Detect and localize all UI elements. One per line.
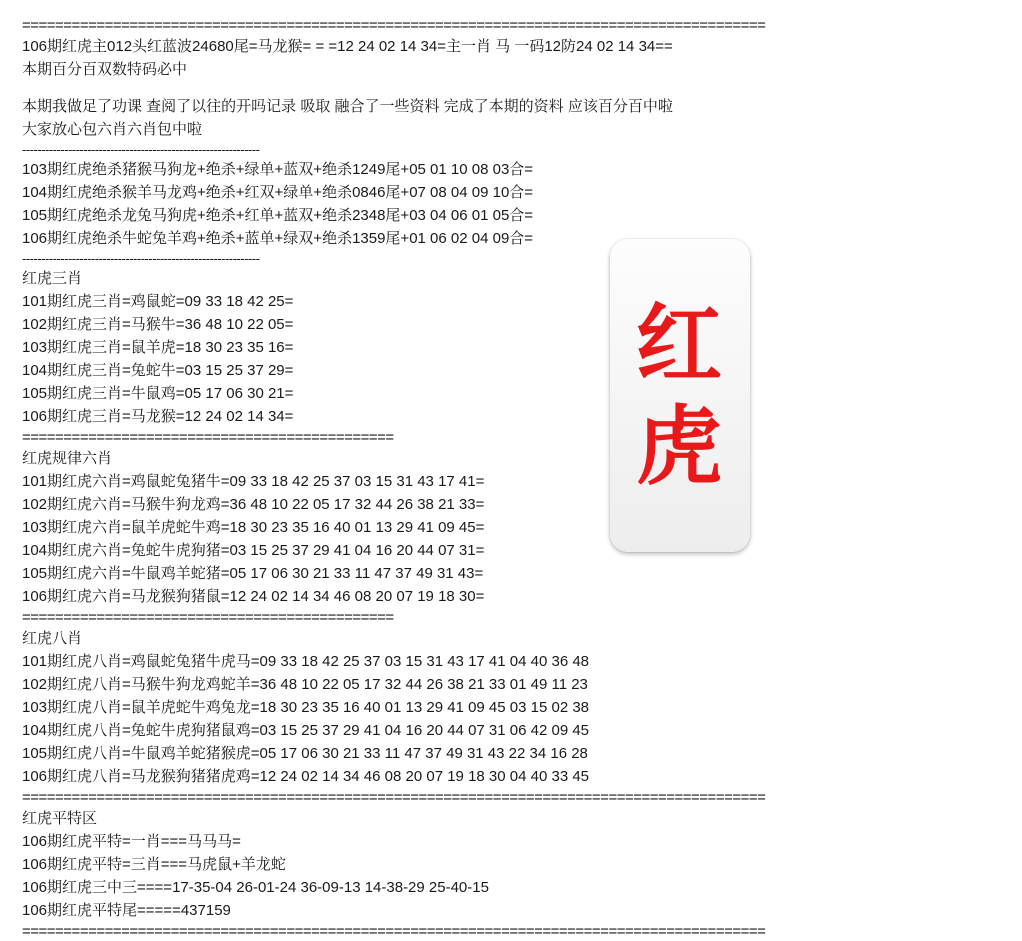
- baxiao-line-2: 102期红虎八肖=马猴牛狗龙鸡蛇羊=36 48 10 22 05 17 32 44 26 38 21 33 01 49 11 23: [22, 676, 588, 693]
- separator-bottom: ==========================================================================================: [22, 923, 766, 940]
- liuxiao-line-5: 105期红虎六肖=牛鼠鸡羊蛇猪=05 17 06 30 21 33 11 47 37 49 31 43=: [22, 565, 484, 582]
- sanxiao-line-1: 101期红虎三肖=鸡鼠蛇=09 33 18 42 25=: [22, 293, 294, 310]
- separator-equals-1: =============================================: [22, 429, 394, 446]
- sanxiao-line-4: 104期红虎三肖=兔蛇牛=03 15 25 37 29=: [22, 362, 294, 379]
- kill-line-1: 103期红虎绝杀猪猴马狗龙+绝杀+绿单+蓝双+绝杀1249尾+05 01 10 08 03合=: [22, 161, 534, 178]
- pingte-line-2: 106期红虎平特=三肖===马虎鼠+羊龙蛇: [22, 856, 286, 873]
- badge-char-top: 红: [636, 294, 724, 395]
- baxiao-line-3: 103期红虎八肖=鼠羊虎蛇牛鸡兔龙=18 30 23 35 16 40 01 13 29 41 09 45 03 15 02 38: [22, 699, 590, 716]
- section-title-pingte: 红虎平特区: [22, 810, 98, 827]
- baxiao-line-5: 105期红虎八肖=牛鼠鸡羊蛇猪猴虎=05 17 06 30 21 33 11 47 37 49 31 43 22 34 16 28: [22, 745, 588, 762]
- baxiao-line-6: 106期红虎八肖=马龙猴狗猪猪虎鸡=12 24 02 14 34 46 08 20 07 19 18 30 04 40 33 45: [22, 768, 590, 785]
- liuxiao-line-3: 103期红虎六肖=鼠羊虎蛇牛鸡=18 30 23 35 16 40 01 13 29 41 09 45=: [22, 519, 485, 536]
- spacer: [22, 81, 1004, 95]
- sanxiao-line-2: 102期红虎三肖=马猴牛=36 48 10 22 05=: [22, 316, 294, 333]
- liuxiao-line-6: 106期红虎六肖=马龙猴狗猪鼠=12 24 02 14 34 46 08 20 07 19 18 30=: [22, 588, 485, 605]
- sanxiao-line-6: 106期红虎三肖=马龙猴=12 24 02 14 34=: [22, 408, 294, 425]
- liuxiao-line-4: 104期红虎六肖=兔蛇牛虎狗猪=03 15 25 37 29 41 04 16 20 44 07 31=: [22, 542, 485, 559]
- kill-line-2: 104期红虎绝杀猴羊马龙鸡+绝杀+红双+绿单+绝杀0846尾+07 08 04 09 10合=: [22, 184, 534, 201]
- header-line-1: 106期红虎主012头红蓝波24680尾=马龙猴= = =12 24 02 14 34=主一肖 马 一码12防24 02 14 34==: [22, 38, 673, 55]
- pingte-line-4: 106期红虎平特尾=====437159: [22, 902, 231, 919]
- section-title-baxiao: 红虎八肖: [22, 630, 83, 647]
- section-title-sanxiao: 红虎三肖: [22, 270, 83, 287]
- red-tiger-badge: [610, 239, 750, 552]
- section-title-liuxiao: 红虎规律六肖: [22, 450, 113, 467]
- kill-line-3: 105期红虎绝杀龙兔马狗虎+绝杀+红单+蓝双+绝杀2348尾+03 04 06 01 05合=: [22, 207, 534, 224]
- kill-line-4: 106期红虎绝杀牛蛇兔羊鸡+绝杀+蓝单+绿双+绝杀1359尾+01 06 02 04 09合=: [22, 230, 534, 247]
- baxiao-line-4: 104期红虎八肖=兔蛇牛虎狗猪鼠鸡=03 15 25 37 29 41 04 16 20 44 07 31 06 42 09 45: [22, 722, 590, 739]
- pingte-line-1: 106期红虎平特=一肖===马马马=: [22, 833, 241, 850]
- intro-line-1: 本期我做足了功课 查阅了以往的开吗记录 吸取 融合了一些资料 完成了本期的资料 应该百分百中啦: [22, 98, 673, 115]
- liuxiao-line-2: 102期红虎六肖=马猴牛狗龙鸡=36 48 10 22 05 17 32 44 26 38 21 33=: [22, 496, 485, 513]
- liuxiao-line-1: 101期红虎六肖=鸡鼠蛇兔猪牛=09 33 18 42 25 37 03 15 31 43 17 41=: [22, 473, 485, 490]
- separator-top: ==========================================================================================: [22, 17, 766, 34]
- separator-dashes-1: --------------------------------------------------------------: [22, 142, 260, 157]
- header-line-2: 本期百分百双数特码必中: [22, 61, 188, 78]
- badge-char-bottom: 虎: [636, 396, 724, 497]
- baxiao-line-1: 101期红虎八肖=鸡鼠蛇兔猪牛虎马=09 33 18 42 25 37 03 15 31 43 17 41 04 40 36 48: [22, 653, 590, 670]
- sanxiao-line-5: 105期红虎三肖=牛鼠鸡=05 17 06 30 21=: [22, 385, 294, 402]
- pingte-line-3: 106期红虎三中三====17-35-04 26-01-24 36-09-13 14-38-29 25-40-15: [22, 879, 489, 896]
- separator-equals-3: ==========================================================================================: [22, 789, 766, 806]
- separator-equals-2: =============================================: [22, 609, 394, 626]
- intro-line-2: 大家放心包六肖六肖包中啦: [22, 121, 203, 138]
- sanxiao-line-3: 103期红虎三肖=鼠羊虎=18 30 23 35 16=: [22, 339, 294, 356]
- separator-dashes-2: --------------------------------------------------------------: [22, 251, 260, 266]
